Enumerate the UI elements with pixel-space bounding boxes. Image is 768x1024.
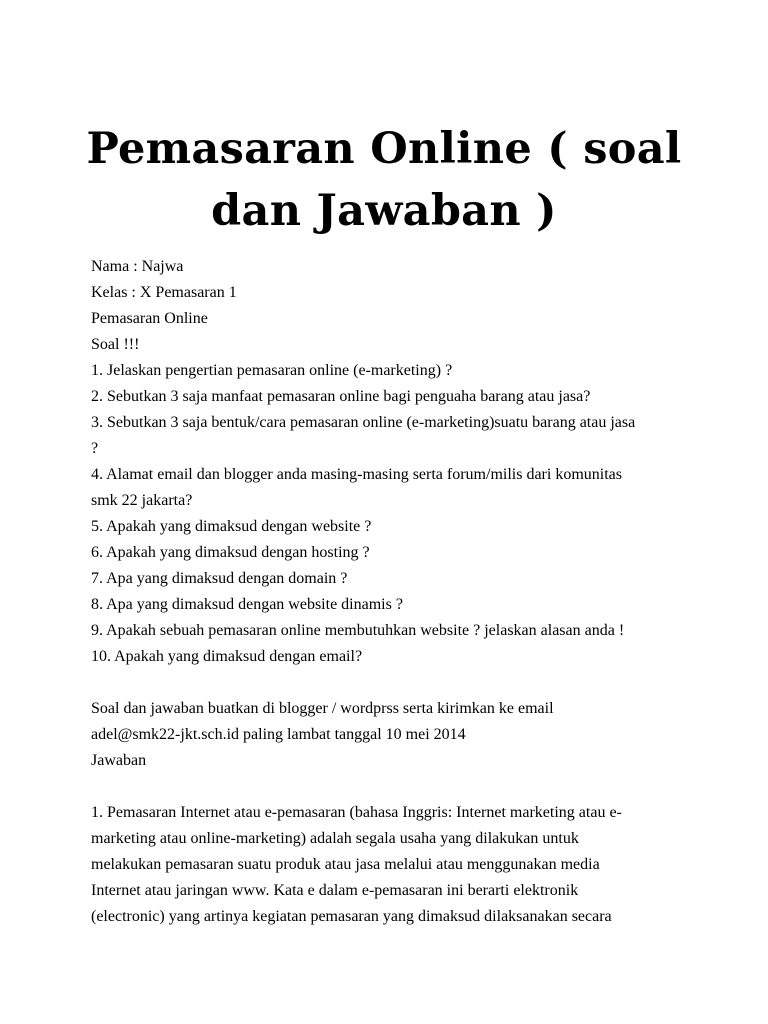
answer-1-line-5: (electronic) yang artinya kegiatan pemasaran yang dimaksud dilaksanakan secara	[91, 908, 612, 925]
question-6: 6. Apakah yang dimaksud dengan hosting ?	[91, 544, 370, 561]
instruction-line-2: adel@smk22-jkt.sch.id paling lambat tanggal 10 mei 2014	[91, 726, 466, 743]
question-4: 4. Alamat email dan blogger anda masing-masing serta forum/milis dari komunitas	[91, 466, 622, 483]
student-name: Nama : Najwa	[91, 258, 184, 275]
question-2: 2. Sebutkan 3 saja manfaat pemasaran online bagi penguaha barang atau jasa?	[91, 388, 591, 405]
question-5: 5. Apakah yang dimaksud dengan website ?	[91, 518, 372, 535]
document-title	[60, 118, 708, 242]
blank-line	[91, 670, 681, 696]
title-line-2: dan Jawaban )	[211, 186, 557, 236]
question-9: 9. Apakah sebuah pemasaran online membutuhkan website ? jelaskan alasan anda !	[91, 622, 625, 639]
questions-heading: Soal !!!	[91, 336, 140, 353]
question-1: 1. Jelaskan pengertian pemasaran online (e-marketing) ?	[91, 362, 453, 379]
student-class: Kelas : X Pemasaran 1	[91, 284, 237, 301]
question-7: 7. Apa yang dimaksud dengan domain ?	[91, 570, 348, 587]
question-3: 3. Sebutkan 3 saja bentuk/cara pemasaran online (e-marketing)suatu barang atau jasa	[91, 414, 636, 431]
title-line-1: Pemasaran Online ( soal	[86, 124, 682, 174]
document-body	[91, 254, 681, 930]
subject-line: Pemasaran Online	[91, 310, 208, 327]
answer-1-line-2: marketing atau online-marketing) adalah segala usaha yang dilakukan untuk	[91, 830, 579, 847]
answer-1-line-4: Internet atau jaringan www. Kata e dalam e-pemasaran ini berarti elektronik	[91, 882, 579, 899]
question-10: 10. Apakah yang dimaksud dengan email?	[91, 648, 363, 665]
question-3-continued: ?	[91, 440, 99, 457]
question-8: 8. Apa yang dimaksud dengan website dinamis ?	[91, 596, 403, 613]
question-4-continued: smk 22 jakarta?	[91, 492, 193, 509]
answers-heading: Jawaban	[91, 752, 147, 769]
instruction-line-1: Soal dan jawaban buatkan di blogger / wordprss serta kirimkan ke email	[91, 700, 554, 717]
blank-line	[91, 774, 681, 800]
answer-1-line-1: 1. Pemasaran Internet atau e-pemasaran (bahasa Inggris: Internet marketing atau e-	[91, 804, 622, 821]
answer-1-line-3: melakukan pemasaran suatu produk atau jasa melalui atau menggunakan media	[91, 856, 600, 873]
